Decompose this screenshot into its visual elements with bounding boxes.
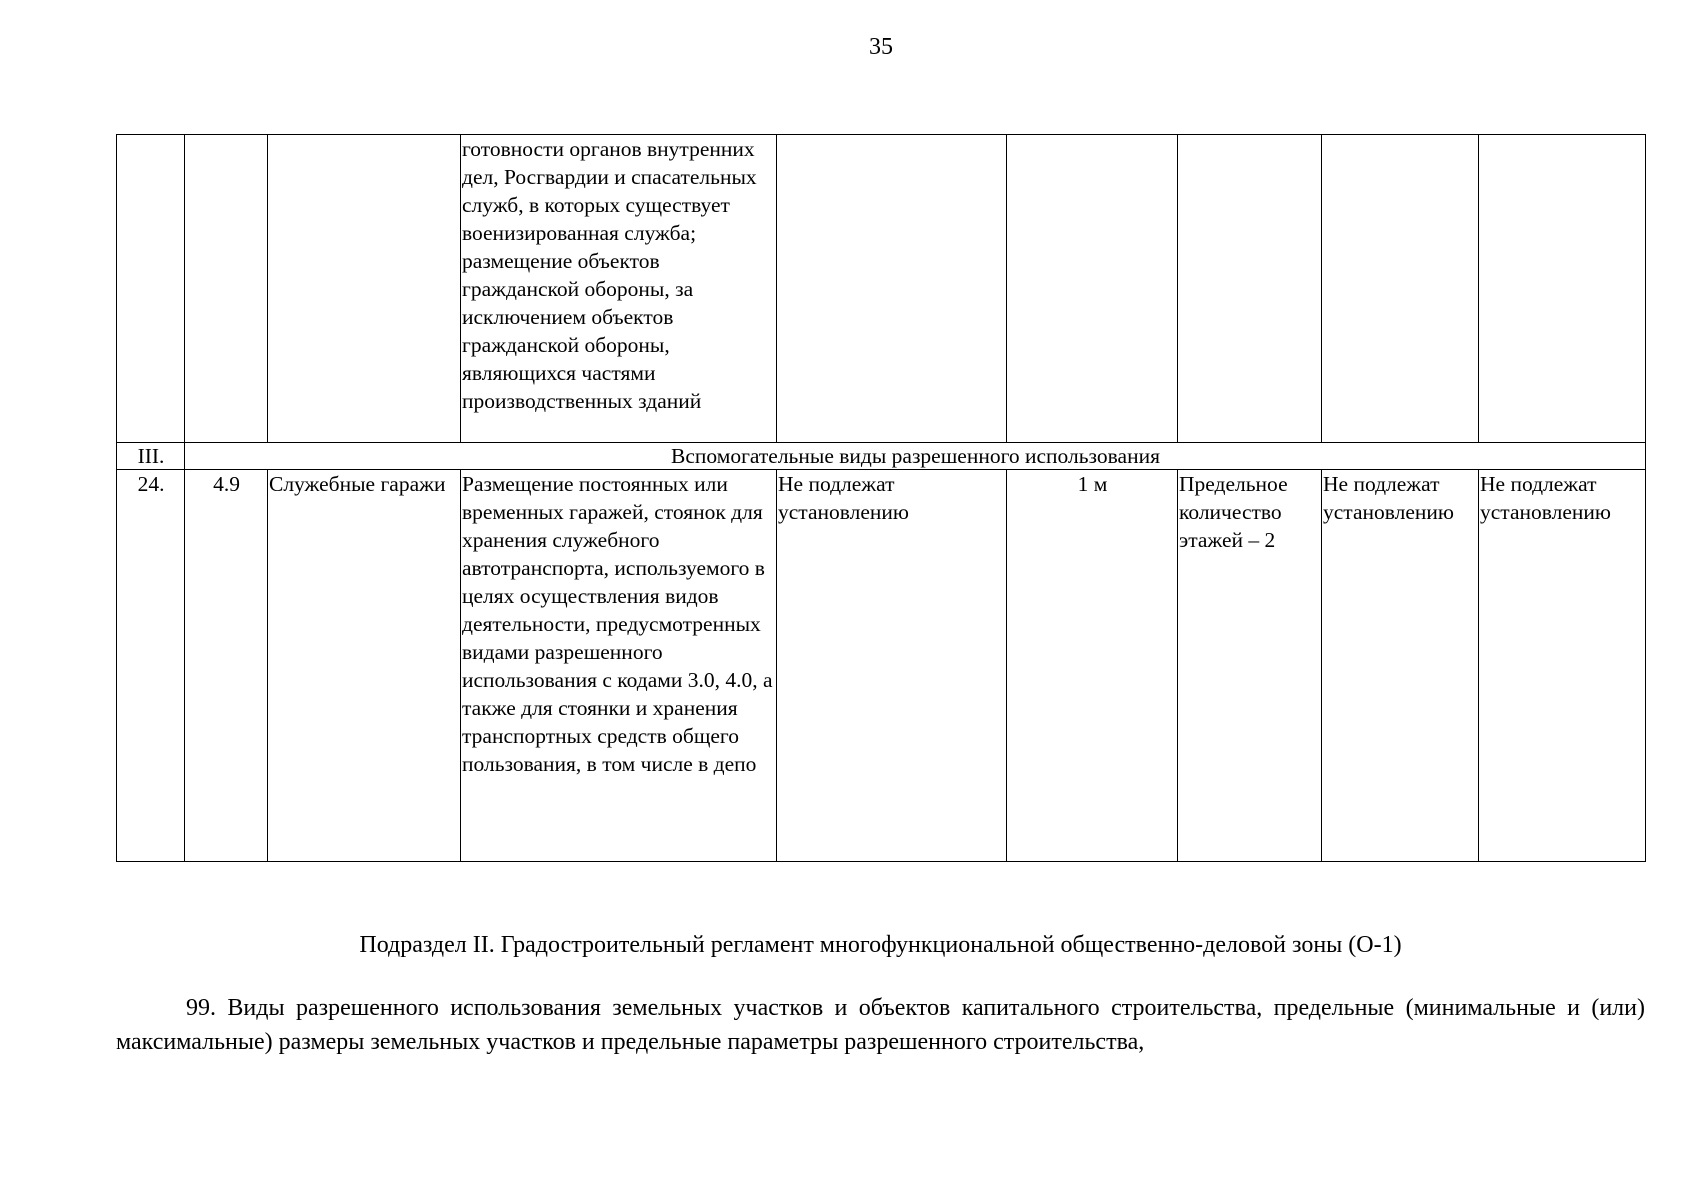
subsection-title: Подраздел II. Градостроительный регламент многофункциональной общественно-деловой зоны (О-1) [359, 932, 1402, 958]
section-number: III. [117, 443, 185, 470]
cell-empty [1322, 135, 1479, 443]
row-name: Служебные гаражи [268, 470, 461, 862]
table-row [117, 470, 1646, 862]
paragraph: 99. Виды разрешенного использования земельных участков и объектов капитального строительства, предельные (минимальные и (или) максимальные) размеры земельных участков и предельные параметры разрешенного строительства, [116, 995, 1645, 1055]
row-col6: 1 м [1007, 470, 1178, 862]
regulation-table [116, 134, 1646, 862]
row-code: 4.9 [185, 470, 268, 862]
row-number: 24. [117, 470, 185, 862]
page-number: 35 [869, 34, 893, 60]
section-title: Вспомогательные виды разрешенного использования [185, 443, 1646, 470]
cell-empty [1007, 135, 1178, 443]
row-col9: Не подлежат установлению [1479, 470, 1646, 862]
row-col8: Не подлежат установлению [1322, 470, 1479, 862]
section-row [117, 443, 1646, 470]
cell-description: готовности органов внутренних дел, Росгвардии и спасательных служб, в которых существует военизированная служба; размещение объектов гражданской обороны, за исключением объектов гражданской обороны, являющихся частями производственных зданий [461, 135, 777, 443]
cell-empty [268, 135, 461, 443]
cell-empty [1178, 135, 1322, 443]
cell-empty [117, 135, 185, 443]
continuation-row [117, 135, 1646, 443]
row-col7: Предельное количество этажей – 2 [1178, 470, 1322, 862]
cell-empty [185, 135, 268, 443]
row-col5: Не подлежат установлению [777, 470, 1007, 862]
cell-empty [777, 135, 1007, 443]
cell-empty [1479, 135, 1646, 443]
row-description: Размещение постоянных или временных гаражей, стоянок для хранения служебного автотранспорта, используемого в целях осуществления видов деятельности, предусмотренных видами разрешенного использования с кодами 3.0, 4.0, а также для стоянки и хранения транспортных средств общего пользования, в том числе в депо [461, 470, 777, 862]
